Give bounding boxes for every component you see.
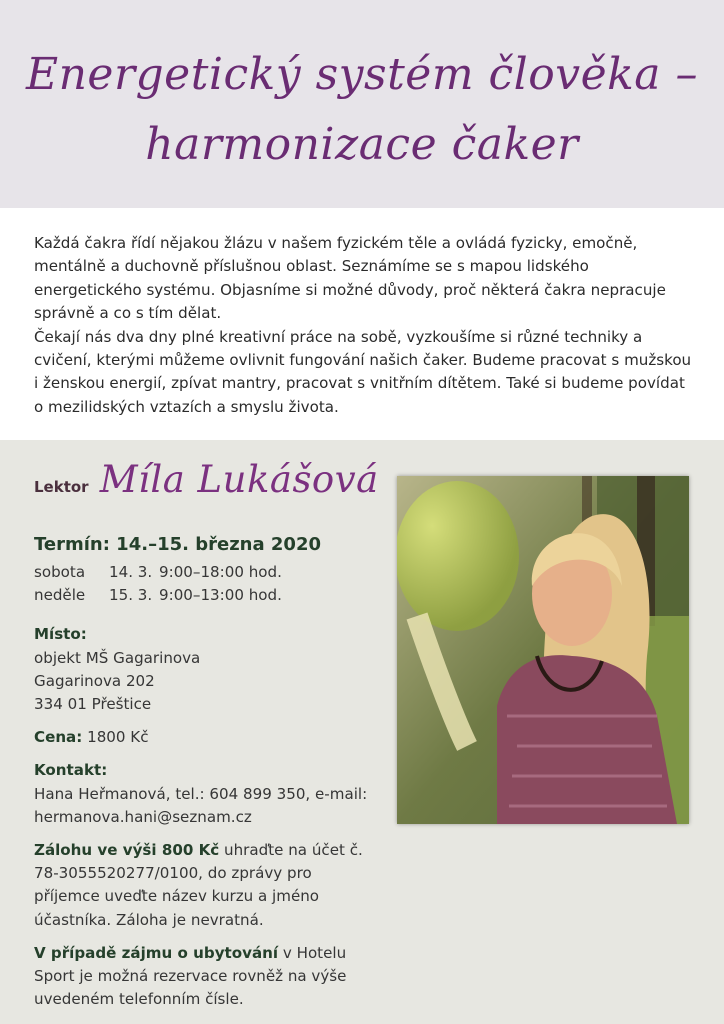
title-line-2: harmonizace čaker xyxy=(145,119,579,170)
schedule-date: 15. 3. xyxy=(109,586,153,605)
misto-line-1: objekt MŠ Gagarinova xyxy=(34,648,201,667)
schedule-day: sobota xyxy=(34,563,86,581)
lecturer-photo xyxy=(397,476,689,824)
event-info xyxy=(34,532,380,1011)
zaloha-text: uhraďte na účet č. 78-3055520277/0100, do zprávy pro příjemce uveďte název kurzu a jméno účastníka. Záloha je nevratná. xyxy=(34,841,363,929)
page-title xyxy=(0,40,724,180)
kontakt-label: Kontakt: xyxy=(34,761,108,780)
cena-label: Cena: xyxy=(34,728,83,747)
zaloha-bold: Zálohu ve výši 800 Kč xyxy=(34,841,220,860)
ubytovani-bold: V případě zájmu o ubytování xyxy=(34,943,279,962)
ubytovani-section xyxy=(34,942,380,1012)
lektor-label: Lektor xyxy=(34,478,89,496)
intro-paragraph-1: Každá čakra řídí nějakou žlázu v našem fyzickém těle a ovládá fyzicky, emočně, mentálně a duchovně příslušnou oblast. Seznámíme se s mapou lidského energetického systému. Objasníme si možné důvody, proč některá čakra nepracuje správně a co s tím dělat. xyxy=(34,234,666,323)
termin-heading: Termín: 14.–15. března 2020 xyxy=(34,534,321,555)
intro-paragraph-2: Čekají nás dva dny plné kreativní práce na sobě, vyzkoušíme si různé techniky a cvičení, kterými můžeme ovlivnit fungování našich čaker. Budeme pracovat s mužskou i ženskou energií, zpívat mantry, pracovat s vnitřním dítětem. Také si budeme povídat o mezilidských vztazích a smyslu života. xyxy=(34,327,692,416)
title-line-1: Energetický systém člověka – xyxy=(25,49,699,100)
cena-value: 1800 Kč xyxy=(87,728,149,747)
kontakt-section xyxy=(34,759,380,829)
schedule-time: 9:00–18:00 hod. xyxy=(159,563,282,581)
cena-section xyxy=(34,726,380,749)
misto-section xyxy=(34,623,380,716)
misto-label: Místo: xyxy=(34,625,87,644)
zaloha-section xyxy=(34,839,380,932)
ubytovani-text: v Hotelu Sport je možná rezervace rovněž na výše uvedeném telefonním čísle. xyxy=(34,943,347,1009)
schedule-row xyxy=(34,561,380,584)
misto-line-3: 334 01 Přeštice xyxy=(34,695,152,714)
misto-line-2: Gagarinova 202 xyxy=(34,671,155,690)
kontakt-line: Hana Heřmanová, tel.: 604 899 350, e-mail: xyxy=(34,784,368,803)
schedule-day: neděle xyxy=(34,586,86,605)
kontakt-email[interactable]: hermanova.hani@seznam.cz xyxy=(34,807,252,826)
schedule-row xyxy=(34,584,380,607)
lektor-name: Míla Lukášová xyxy=(99,458,379,501)
schedule-time: 9:00–13:00 hod. xyxy=(159,586,282,605)
header-band xyxy=(0,0,724,208)
lecturer-photo-image xyxy=(397,476,689,824)
lektor-row xyxy=(34,458,379,510)
schedule-date: 14. 3. xyxy=(109,563,153,581)
intro-text xyxy=(34,232,694,419)
